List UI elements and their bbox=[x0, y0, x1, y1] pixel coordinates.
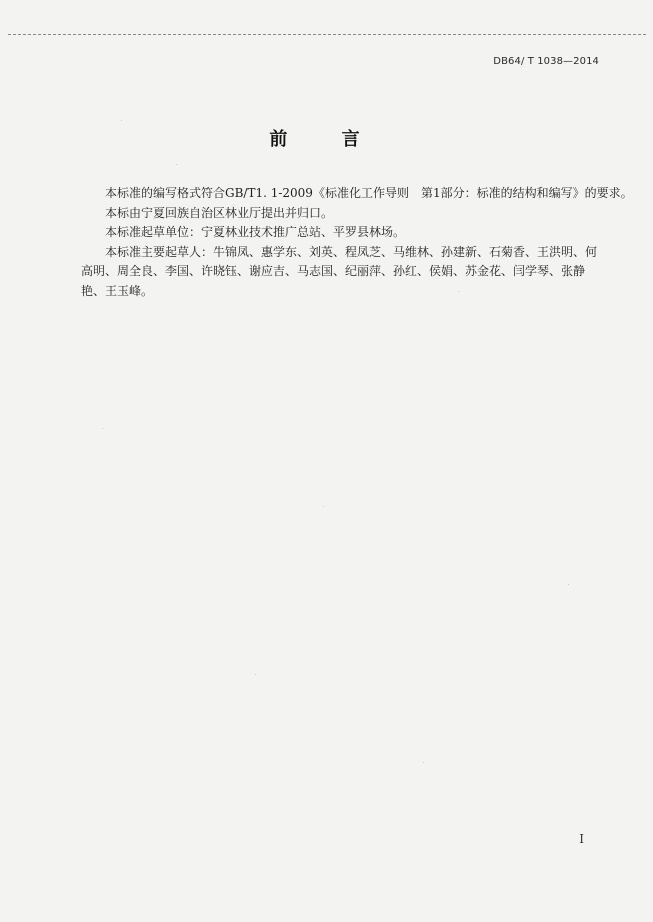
scan-speck bbox=[121, 120, 122, 121]
scan-speck bbox=[323, 506, 324, 507]
page-title: 前 言 bbox=[269, 129, 384, 150]
scan-speck bbox=[176, 164, 177, 165]
preface-paragraph-proposer: 本标由宁夏回族自治区林业厅提出并归口。 bbox=[105, 205, 334, 220]
scan-speck bbox=[102, 428, 103, 429]
scan-speck bbox=[458, 291, 459, 292]
scan-speck bbox=[423, 762, 424, 763]
preface-content bbox=[81, 184, 633, 301]
scan-speck bbox=[255, 674, 256, 675]
preface-paragraph-drafters: 本标准主要起草人：牛锦凤、惠学东、刘英、程凤芝、马维林、孙建新、石菊香、王洪明、何高明、周全良、李国、许晓钰、谢应吉、马志国、纪丽萍、孙红、侯娟、苏金花、闫学琴、张静艳、王玉峰。 bbox=[81, 244, 598, 298]
document-code: DB64/ T 1038—2014 bbox=[493, 56, 599, 67]
preface-paragraph-format: 本标准的编写格式符合GB/T1. 1-2009《标准化工作导则 第1部分：标准的结构和编写》的要求。 bbox=[105, 186, 633, 200]
top-rule bbox=[8, 34, 646, 35]
scan-speck bbox=[568, 584, 569, 585]
page-number: I bbox=[579, 832, 584, 846]
preface-paragraph-drafting-units: 本标准起草单位：宁夏林业技术推广总站、平罗县林场。 bbox=[105, 225, 406, 239]
